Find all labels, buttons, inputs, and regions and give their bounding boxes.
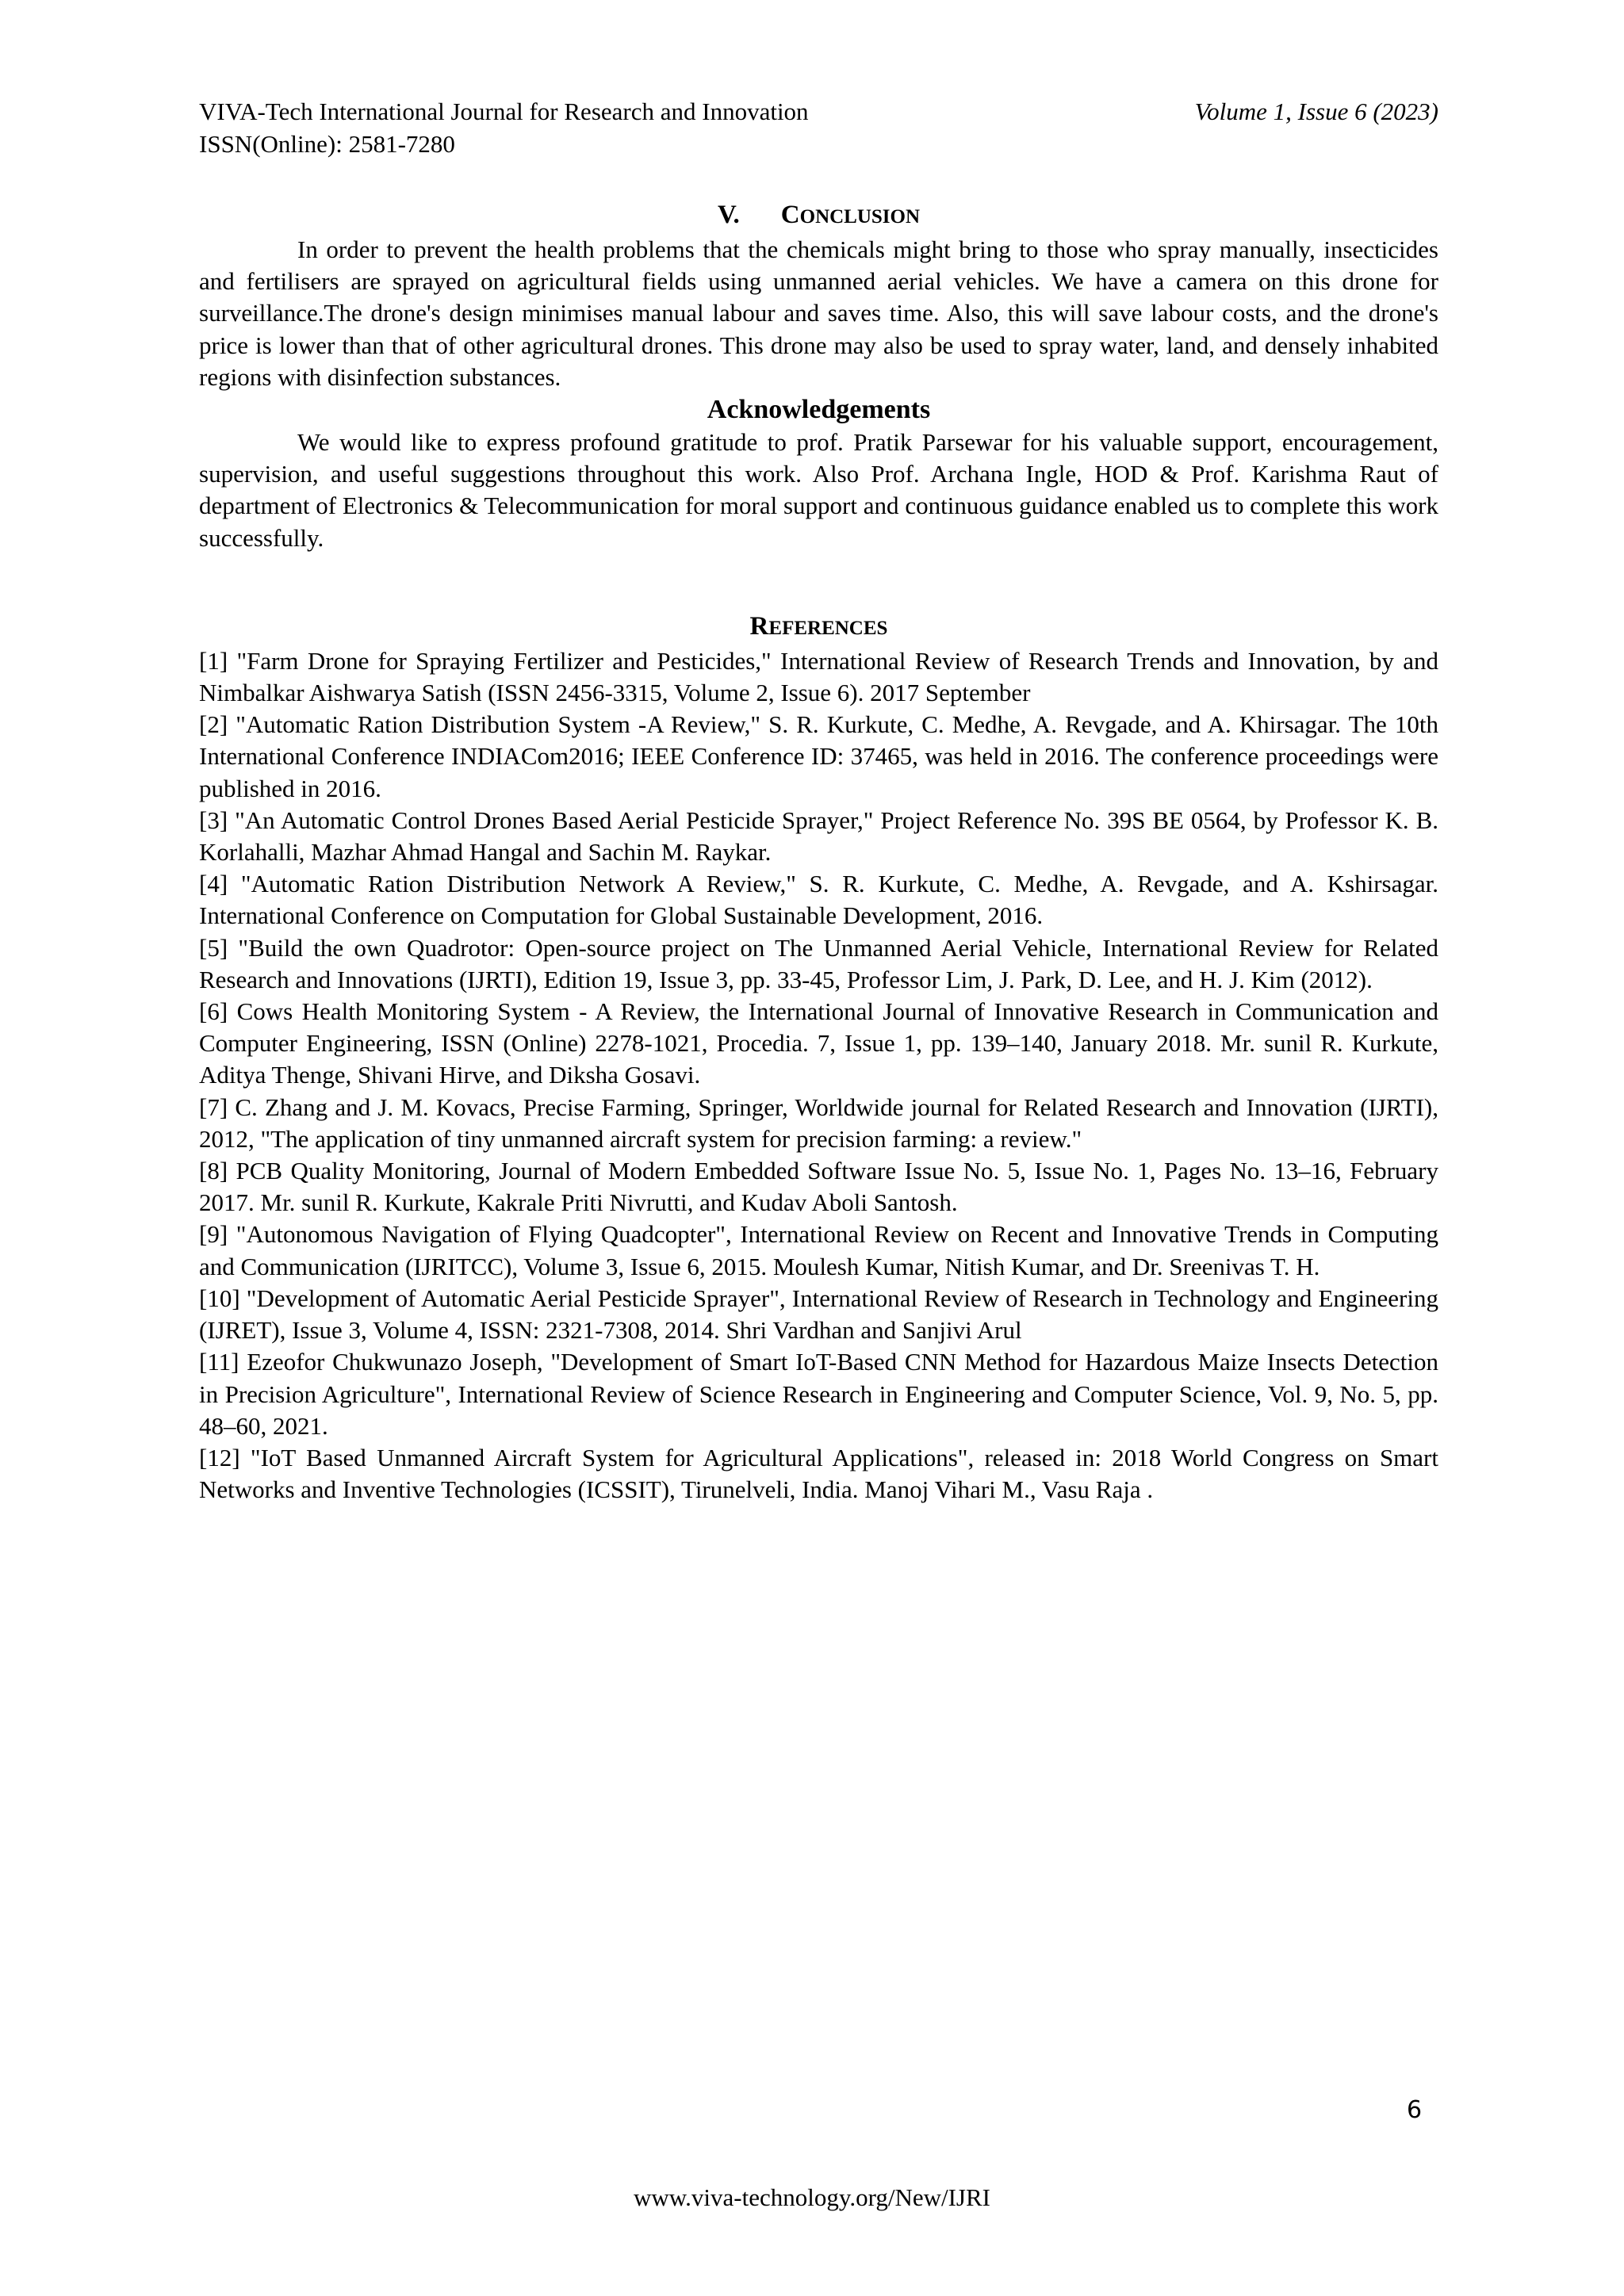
reference-item: [9] "Autonomous Navigation of Flying Quadcopter", International Review on Recent and Innovative Trends in Computing and Communication (IJRITCC), Volume 3, Issue 6, 2015. Moulesh Kumar, Nitish Kumar, and Dr. Sreenivas T. H. xyxy=(199,1220,1438,1280)
spacer xyxy=(199,554,1438,587)
reference-item: [5] "Build the own Quadrotor: Open-source project on The Unmanned Aerial Vehicle, International Review for Related Research and Innovations (IJRTI), Edition 19, Issue 3, pp. 33-45, Professor Lim, J. Park, D. Lee, and H. J. Kim (2012). xyxy=(199,933,1438,993)
reference-item: [7] C. Zhang and J. M. Kovacs, Precise Farming, Springer, Worldwide journal for Related Research and Innovation (IJRTI), 2012, "The application of tiny unmanned aircraft system for precision farming: a review." xyxy=(199,1093,1438,1153)
reference-list xyxy=(199,645,1438,1506)
reference-item: [1] "Farm Drone for Spraying Fertilizer and Pesticides," International Review of Research Trends and Innovation, by and Nimbalkar Aishwarya Satish (ISSN 2456-3315, Volume 2, Issue 6). 2017 September xyxy=(199,646,1438,707)
heading-initial: R xyxy=(749,611,769,641)
section-number: V. xyxy=(717,201,740,229)
page-number: 6 xyxy=(1407,2096,1423,2124)
reference-item: [6] Cows Health Monitoring System - A Review, the International Journal of Innovative Research in Communication and Computer Engineering, ISSN (Online) 2278-1021, Procedia. 7, Issue 1, pp. 139–140, January 2018. Mr. sunil R. Kurkute, Aditya Thenge, Shivani Hirve, and Diksha Gosavi. xyxy=(199,997,1438,1089)
reference-item: [4] "Automatic Ration Distribution Network A Review," S. R. Kurkute, C. Medhe, A. Revgade, and A. Kshirsagar. International Conference on Computation for Global Sustainable Development, 2016. xyxy=(199,870,1438,930)
conclusion-heading xyxy=(199,198,1438,234)
reference-item: [12] "IoT Based Unmanned Aircraft System for Agricultural Applications", released in: 2018 World Congress on Smart Networks and Inventive Technologies (ICSSIT), Tirunelveli, India. Manoj Vihari M., Vasu Raja . xyxy=(199,1443,1438,1504)
references-heading xyxy=(199,610,1438,645)
conclusion-paragraph: In order to prevent the health problems that the chemicals might bring to those who spray manually, insecticides and fertilisers are sprayed on agricultural fields using unmanned aerial vehicles. We have a camera on this drone for surveillance.The drone's design minimises manual labour and saves time. Also, this will save labour costs, and the drone's price is lower than that of other agricultural drones. This drone may also be used to spray water, land, and densely inhabited regions with disinfection substances. xyxy=(199,235,1438,391)
acknowledgements-paragraph: We would like to express profound gratitude to prof. Pratik Parsewar for his valuable support, encouragement, supervision, and useful suggestions throughout this work. Also Prof. Archana Ingle, HOD & Prof. Karishma Raut of department of Electronics & Telecommunication for moral support and continuous guidance enabled us to complete this work successfully. xyxy=(199,428,1438,552)
reference-item: [3] "An Automatic Control Drones Based Aerial Pesticide Sprayer," Project Reference No. 39S BE 0564, by Professor K. B. Korlahalli, Mazhar Ahmad Hangal and Sachin M. Raykar. xyxy=(199,806,1438,867)
reference-item: [10] "Development of Automatic Aerial Pesticide Sprayer", International Review of Research in Technology and Engineering (IJRET), Issue 3, Volume 4, ISSN: 2321-7308, 2014. Shri Vardhan and Sanjivi Arul xyxy=(199,1284,1438,1345)
heading-rest: EFERENCES xyxy=(768,617,888,639)
footer-url: www.viva-technology.org/New/IJRI xyxy=(634,2183,990,2211)
journal-title: VIVA-Tech International Journal for Research and Innovation xyxy=(199,98,809,125)
page-header xyxy=(199,95,1438,160)
page-content xyxy=(199,198,1438,1506)
volume-issue: Volume 1, Issue 6 (2023) xyxy=(1194,98,1438,125)
heading-initial: C xyxy=(780,201,800,229)
reference-item: [11] Ezeofor Chukwunazo Joseph, "Development of Smart IoT-Based CNN Method for Hazardous Maize Insects Detection in Precision Agriculture", International Review of Science Research in Engineering and Computer Science, Vol. 9, No. 5, pp. 48–60, 2021. xyxy=(199,1348,1438,1440)
reference-item: [2] "Automatic Ration Distribution System -A Review," S. R. Kurkute, C. Medhe, A. Revgade, and A. Khirsagar. The 10th International Conference INDIACom2016; IEEE Conference ID: 37465, was held in 2016. The conference proceedings were published in 2016. xyxy=(199,710,1438,802)
issn-line: ISSN(Online): 2581-7280 xyxy=(199,130,455,158)
reference-item: [8] PCB Quality Monitoring, Journal of Modern Embedded Software Issue No. 5, Issue No. 1, Pages No. 13–16, February 2017. Mr. sunil R. Kurkute, Kakrale Priti Nivrutti, and Kudav Aboli Santosh. xyxy=(199,1157,1438,1217)
acknowledgements-heading: Acknowledgements xyxy=(707,395,931,425)
heading-rest: ONCLUSION xyxy=(799,206,921,228)
